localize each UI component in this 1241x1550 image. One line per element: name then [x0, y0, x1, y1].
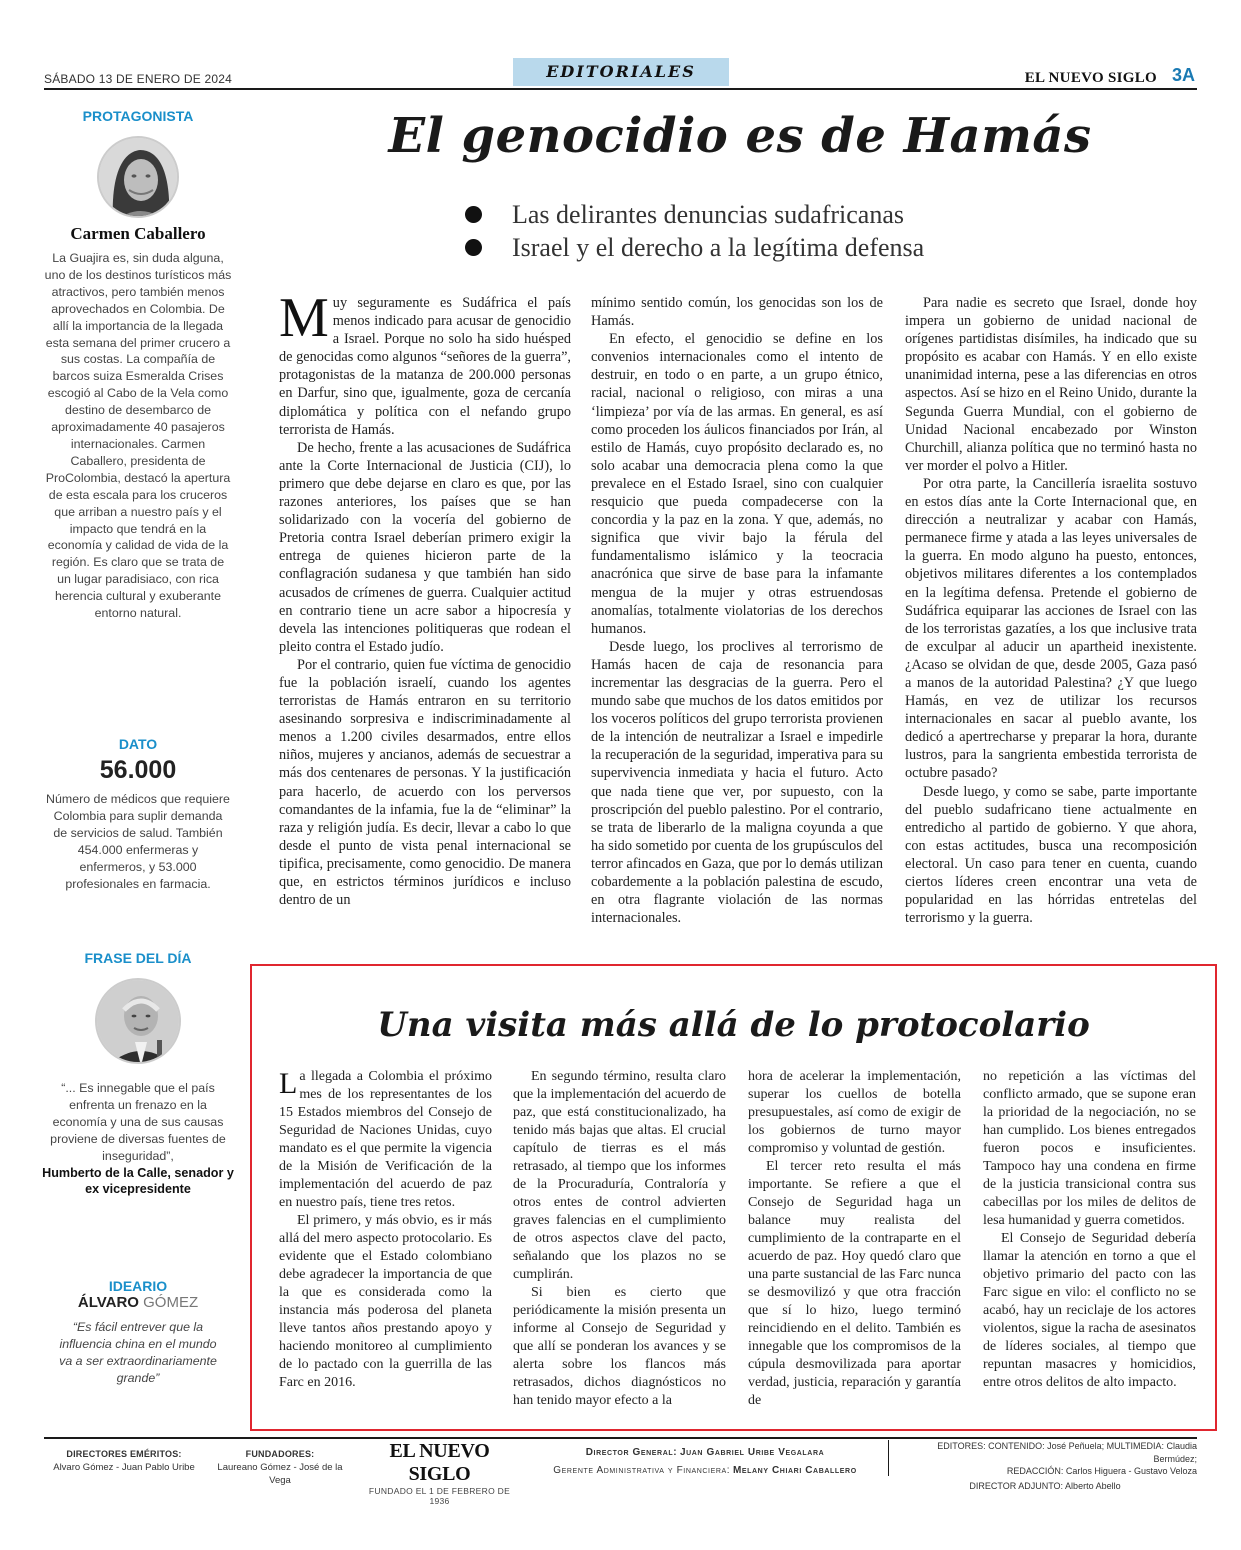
dato-text: Número de médicos que requiere Colombia para suplir demanda de servicios de salud. También 454.000 enfermeras y enfermeros, y 53.000 profesionales en farmacia.: [46, 792, 230, 891]
editorial2-column-4: [983, 1068, 1196, 1392]
ideario-author-last: GÓMEZ: [143, 1294, 199, 1311]
editorial-subheadings: [465, 198, 924, 264]
section-label: EDITORIALES: [513, 58, 729, 86]
protagonista-heading: PROTAGONISTA: [82, 108, 194, 124]
editorial2-title: Una visita más allá de lo protocolario: [377, 1005, 1090, 1045]
gerente-label: Gerente Administrativa y Financiera:: [553, 1465, 731, 1476]
footer-direction: [530, 1444, 880, 1480]
protagonista-photo: [97, 136, 179, 218]
frase-heading: FRASE DEL DÍA: [84, 950, 192, 966]
footer-logo: [363, 1440, 516, 1506]
fundadores-names: Laureano Gómez - José de la Vega: [217, 1462, 343, 1486]
paragraph: El Consejo de Seguridad debería llamar la atención en torno a que el objetivo primario del pacto con las Farc sigue en vilo: el conflicto no se acabó, hay un reciclaje de los actores violentos, sigue la racha de asesinatos de líderes sociales, al tiempo que repuntan masacres y homicidios, entre otros delitos de alto impacto.: [983, 1231, 1196, 1390]
paragraph-text: uy seguramente es Sudáfrica el país menos indicado para acusar de genocidio a Israel. Porque no solo ha sido huésped de genocidas como algunos “señores de la guerra”, protagonistas de la matanza de 200.000 personas en Darfur, sino que, igualmente, goza de cercanía diplomática y política con el nefando grupo terrorista de Hamás.: [279, 295, 571, 438]
footer-rule: [44, 1437, 1197, 1439]
director-label: Director General:: [585, 1447, 678, 1458]
gerente-line: [530, 1462, 880, 1480]
editorial-column-1: [279, 287, 571, 909]
emeritos-label: DIRECTORES EMÉRITOS:: [66, 1449, 182, 1459]
editores-line-2: REDACCIÓN: Carlos Higuera - Gustavo Veloza: [1006, 1466, 1197, 1476]
paragraph: En segundo término, resulta claro que la implementación del acuerdo de paz, que está constitucionalizado, ha tenido más bajas que altas. El crucial capítulo de tierras es el más retrasado, al tiempo que los informes de la Procuraduría, Contraloría y otros entes de control advierten graves falencias en el cumplimiento de otros aspectos clave del pacto, señalando que los plazos no se cumplirán.: [513, 1069, 726, 1282]
footer-logo-name: EL NUEVO SIGLO: [389, 1440, 490, 1485]
footer-emeritos: [44, 1448, 204, 1474]
footer-editores: [893, 1440, 1197, 1492]
editorial-column-2: [591, 294, 883, 927]
paragraph: El primero, y más obvio, es ir más allá del mero aspecto protocolario. Es evidente que el Estado colombiano debe agradecer la importancia de que la que es considerada como la instancia más poderosa del planeta lleve tantos años prestando apoyo y haciendo monitoreo al cumplimiento de lo pactado con la guerrilla de las Farc en 2016.: [279, 1213, 492, 1390]
dato-box: [40, 736, 236, 892]
paragraph: Desde luego, y como se sabe, parte importante del pueblo sudafricano tiene actualmente en entredicho al partido de gobierno. Y que ahora, con estas actitudes, busca una recomposición electoral. Un caso para tener en cuenta, cuando ciertos líderes creen encontrar una veta de popularidad en las hórridas entretelas del terrorismo y la guerra.: [905, 783, 1197, 927]
editores-line-1: EDITORES: CONTENIDO: José Peñuela; MULTIMEDIA: Claudia Bermúdez;: [937, 1441, 1197, 1464]
editorial-title: El genocidio es de Hamás: [388, 108, 1092, 164]
editorial2-column-3: [748, 1068, 961, 1410]
ideario-author-first: ÁLVARO: [77, 1294, 139, 1311]
paragraph: Por otra parte, la Cancillería israelita sostuvo en estos días ante la Corte Internacional que, en dirección a neutralizar y acabar con Hamás, permanece firme y atada a las leyes universales de la guerra. En modo alguno ha puesto, entonces, objetivos militares diferentes a los contemplados en la legítima defensa. Pretende el gobierno de Sudáfrica equiparar las acciones de Israel con las de los terroristas gazatíes, a los que inclusive trata de exculpar al aducir un apartheid inexistente. ¿Acaso se olvidan de que, desde 2005, Gaza pasó a manos de la autoridad Palestina? ¿Y que luego Hamás, en vez de utilizar los recursos internacionales en sacar al pueblo avante, los dedicó a apertrecharse y preparar la hora, durante lustros, para la sangrienta embestida terrorista de octubre pasado?: [905, 475, 1197, 782]
header-rule: [44, 88, 1197, 90]
dato-number: 56.000: [99, 756, 177, 784]
director-name: Juan Gabriel Uribe Vegalara: [679, 1447, 825, 1458]
drop-cap: L: [279, 1067, 298, 1100]
paragraph-text: a llegada a Colombia el próximo mes de los representantes de los 15 Estados miembros del Consejo de Seguridad de Naciones Unidas, cuyo mandato es el que permite la vigencia de la Misión de Verificación de la implementación del acuerdo de paz en nuestro país, tiene tres retos.: [279, 1069, 492, 1210]
protagonista-box: [40, 108, 236, 622]
dato-heading: DATO: [118, 736, 158, 752]
editorial2-column-1: [279, 1068, 492, 1392]
footer-founded: FUNDADO EL 1 DE FEBRERO DE 1936: [368, 1486, 511, 1506]
paragraph: De hecho, frente a las acusaciones de Sudáfrica ante la Corte Internacional de Justicia (CIJ), lo primero que debe dejarse en claro es que, por las razones anteriores, los países que se han solidarizado con la vocería del gobierno de Pretoria contra Israel deberían primero exigir la entrega de quienes hicieron parte de la conflagración sudanesa y que también han sido acusados de crímenes de guerra. Cualquier actitud en contrario tiene un acre sabor a hipocresía y devela las intenciones politiqueras que rodean el pleito contra el Estado judío.: [279, 439, 571, 655]
subheading-text: Israel y el derecho a la legítima defensa: [512, 233, 925, 262]
protagonista-text: La Guajira es, sin duda alguna, uno de los destinos turísticos más atractivos, pero también menos aprovechados en Colombia. De allí la importancia de la llegada esta semana del primer crucero a sus costas. La compañía de barcos suiza Esmeralda Crises escogió al Cabo de la Vela como destino de desembarco de aproximadamente 40 pasajeros internacionales. Carmen Caballero, presidenta de ProColombia, destacó la apertura de esta escala para los cruceros que arriban a nuestro país y el impacto que tendrá en la economía y calidad de vida de la región. Es claro que se trata de un lugar paradisiaco, con rica herencia cultural y exuberante entorno natural.: [44, 251, 232, 621]
paragraph: Para nadie es secreto que Israel, donde hoy impera un gobierno de unidad nacional de orígenes partidistas disímiles, ha indicado que su propósito es acabar con Hamás. Y en ello existe unanimidad interna, pese a las diferencias en otros aspectos. Así se hizo en el Reino Unido, durante la Segunda Guerra Mundial, con el gobierno de Unidad Nacional encabezado por Winston Churchill, alianza política que no terminó hasta no ver morder el polvo a Hitler.: [905, 295, 1197, 474]
frase-quote: “... Es innegable que el país enfrenta un frenazo en la economía y una de sus causas proviene de diversas fuentes de inseguridad”,: [50, 1081, 226, 1163]
frase-author: Humberto de la Calle, senador y ex vicepresidente: [42, 1165, 234, 1196]
bullet-icon: [465, 239, 482, 256]
paragraph: En efecto, el genocidio se define en los convenios internacionales como el intento de destruir, en todo o en parte, a un grupo étnico, racial, nacional o religioso, con miras a una ‘limpieza’ por vía de las armas. En general, es así como proceden los áulicos financiados por Irán, al estilo de Hamás, cuyo propósito declarado es, no solo acabar una democracia plena como la que prevalece en el Estado Israel, sino con cualquier resquicio que pueda compadecerse con la concordia y la paz en la zona. Y que, además, no significa que vivir bajo la férula del fundamentalismo islámico y la teocracia anacrónica que sirve de base para la infamante mengua de la mujer y otras estruendosas anomalías, totalmente violatorias de los derechos humanos.: [591, 331, 883, 637]
ideario-author: [40, 1294, 236, 1311]
frase-box: [40, 950, 236, 1197]
paragraph: hora de acelerar la implementación, superar los cuellos de botella presupuestales, así como de exigir de los gobiernos de turno mayor compromiso y voluntad de gestión.: [748, 1069, 961, 1156]
ideario-heading: IDEARIO: [108, 1278, 168, 1294]
woman-portrait-icon: [99, 138, 179, 218]
paragraph: Si bien es cierto que periódicamente la misión presenta un informe al Consejo de Seguridad y que allí se ponderan los avances y se alerta sobre los flancos más retrasados, dichos diagnósticos no han tenido mayor efecto a la: [513, 1285, 726, 1408]
emeritos-names: Alvaro Gómez - Juan Pablo Uribe: [53, 1462, 195, 1473]
drop-cap: M: [279, 287, 329, 349]
paragraph: mínimo sentido común, los genocidas son los de Hamás.: [591, 295, 883, 330]
gerente-name: Melany Chiari Caballero: [732, 1465, 857, 1476]
newspaper-brand: EL NUEVO SIGLO: [1024, 70, 1157, 86]
editorial-column-3: [905, 294, 1197, 927]
footer-fundadores: [208, 1448, 352, 1487]
page-number: 3A: [1171, 65, 1195, 85]
footer-divider: [888, 1440, 889, 1476]
ideario-quote: “Es fácil entrever que la influencia china en el mundo va a ser extraordinariamente grande”: [59, 1320, 217, 1385]
fundadores-label: FUNDADORES:: [245, 1449, 315, 1459]
paragraph: no repetición a las víctimas del conflicto armado, que se supone eran la prioridad de la negociación, no se han cumplido. Los bienes entregados fueron pocos e insuficientes. Tampoco hay una condena en firme de la justicia transicional contra sus cabecillas por los miles de delitos de lesa humanidad y guerra cometidos.: [983, 1069, 1196, 1228]
director-line: [530, 1444, 880, 1462]
ideario-box: [40, 1278, 236, 1387]
paragraph: [279, 287, 571, 439]
subheading-item: [465, 198, 924, 231]
paragraph: El tercer reto resulta el más importante. Se refiere a que el Consejo de Seguridad haga un balance muy realista del cumplimiento de la contraparte en el acuerdo de paz. Hoy quedó claro que una parte sustancial de las Farc nunca se desmovilizó y que otra fracción que sí lo hizo, luego terminó reincidiendo en el delito. También es innegable que los compromisos de la cúpula desmovilizada para aportar verdad, justicia, reparación y garantía de: [748, 1159, 961, 1408]
bullet-icon: [465, 206, 482, 223]
editorial2-column-2: [513, 1068, 726, 1410]
paragraph: Por el contrario, quien fue víctima de genocidio fue la población israelí, cuando los agentes terroristas de Hamás entraron en su territorio asesinando sorpresiva e indiscriminadamente al menos a 1.200 civiles desarmados, entre ellos niños, mujeres y ancianos, además de secuestrar a más dos centenares de personas. Y la justificación para hacerlo, de acuerdo con los perversos comandantes de la infamia, fue la de “eliminar” la raza y religión judía. Es decir, llevar a cabo lo que desde el punto de vista penal internacional se tipifica, precisamente, como genocidio. De manera que, en estrictos términos jurídicos e incluso dentro de un: [279, 656, 571, 909]
frase-photo: [95, 978, 181, 1064]
protagonista-name: Carmen Caballero: [70, 224, 206, 243]
subheading-text: Las delirantes denuncias sudafricanas: [512, 200, 905, 229]
man-portrait-icon: [97, 980, 181, 1064]
subheading-item: [465, 231, 924, 264]
paragraph: Desde luego, los proclives al terrorismo de Hamás hacen de caja de resonancia para incrementar las desgracias de la guerra. Pero el mundo sabe que muchos de los datos emitidos por los voceros políticos del grupo terrorista provienen de la intención de neutralizar a Israel e impedirle la recuperación de la seguridad, imperativa para su supervivencia inmediata y hacia el futuro. Acto que nada tiene que ver, por supuesto, con la proscripción del pueblo palestino. Por el contrario, se trata de liberarlo de la maligna coyunda a que ha sido sometido por cuenta de los grupúsculos del terror afincados en Gaza, que por lo demás utilizan cobardemente a la población palestina de escudo, en otra flagrante violación de las normas internacionales.: [591, 638, 883, 927]
director-adjunto: DIRECTOR ADJUNTO: Alberto Abello: [969, 1480, 1121, 1491]
paragraph: [279, 1068, 492, 1212]
issue-date: SÁBADO 13 DE ENERO DE 2024: [44, 72, 232, 86]
